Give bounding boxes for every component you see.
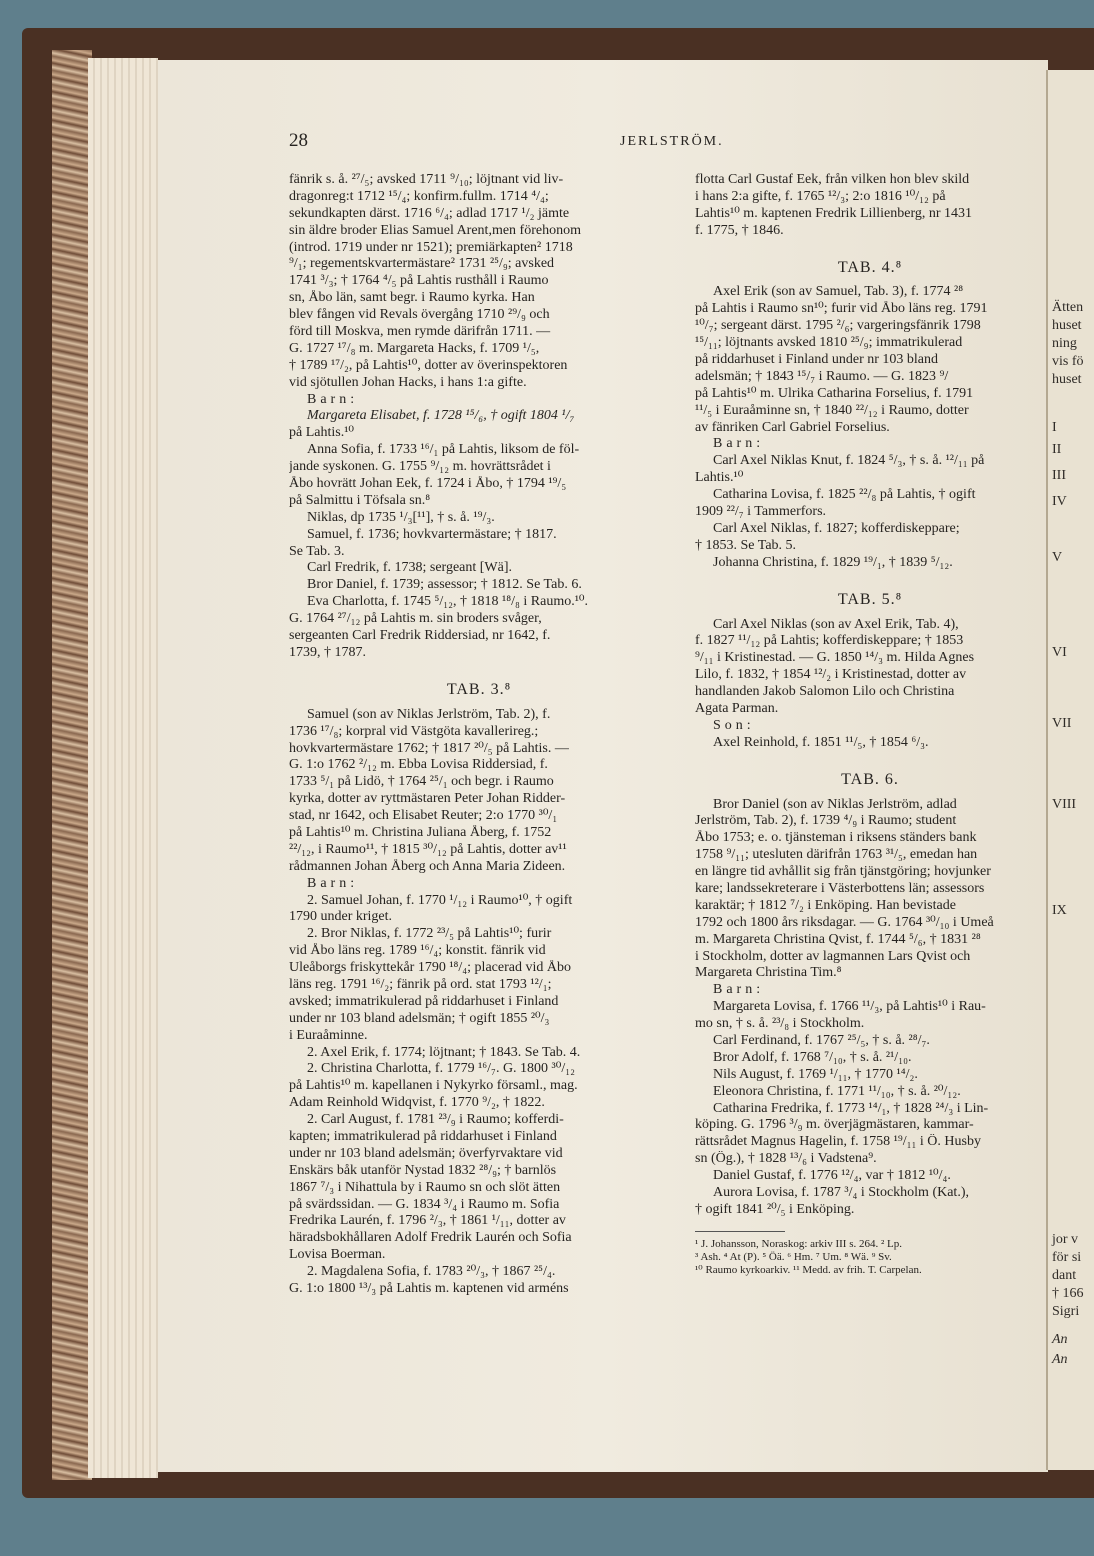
- text-line: handlanden Jakob Salomon Lilo och Christina: [695, 684, 955, 700]
- facing-text: Sigri: [1052, 1304, 1080, 1319]
- text-line: dragonreg:t 1712 ¹⁵/₄; konfirm.fullm. 1714 ⁴/₄;: [289, 188, 549, 204]
- text-line: G. 1:o 1762 ²/₁₂ m. Ebba Lovisa Riddersiad, f.: [289, 757, 548, 773]
- text-line: förd till Moskva, men rymde därifrån 1711. —: [289, 324, 551, 340]
- text-line: sekundkapten därst. 1716 ⁶/₄; adlad 1717 ¹/₂ jämte: [289, 205, 570, 221]
- text-line: Lahtis.¹⁰: [695, 470, 744, 486]
- text-line: Enskärs båk utanför Nystad 1832 ²⁸/₉; † barnlös: [289, 1162, 557, 1178]
- text-line: vid Åbo läns reg. 1789 ¹⁶/₄; konstit. fänrik vid: [289, 943, 546, 959]
- text-line: 2. Axel Erik, f. 1774; löjtnant; † 1843. Se Tab. 4.: [307, 1044, 581, 1060]
- facing-text: III: [1052, 468, 1066, 483]
- text-line: f. 1775, † 1846.: [695, 222, 784, 238]
- text-line: på Lahtis i Raumo sn¹⁰; furir vid Åbo läns reg. 1791: [695, 301, 988, 317]
- facing-text: huset: [1052, 372, 1082, 387]
- text-line: Carl Ferdinand, f. 1767 ²⁵/₅, † s. å. ²⁸/₇.: [713, 1033, 930, 1049]
- text-line: 2. Christina Charlotta, f. 1779 ¹⁶/₇. G. 1800 ³⁰/₁₂: [307, 1061, 576, 1077]
- facing-text: VI: [1052, 645, 1067, 660]
- text-line: jande syskonen. G. 1755 ⁹/₁₂ m. hovrättsrådet i: [289, 459, 551, 475]
- text-line: 1736 ¹⁷/₈; korpral vid Västgöta kavallerireg.;: [289, 723, 539, 739]
- text-line: ¹⁰/₇; sergeant därst. 1795 ²/₆; vargeringsfänrik 1798: [695, 318, 981, 334]
- facing-text: An: [1052, 1332, 1068, 1347]
- book-spine: [52, 50, 92, 1480]
- facing-text: för si: [1052, 1250, 1082, 1265]
- text-line: Lahtis¹⁰ m. kaptenen Fredrik Lillienberg, nr 1431: [695, 205, 973, 221]
- facing-text: ning: [1052, 336, 1077, 351]
- section-heading: TAB. 5.⁸: [837, 590, 903, 608]
- son-heading: Son:: [713, 717, 755, 733]
- text-line: Catharina Fredrika, f. 1773 ¹⁴/₁, † 1828 ²⁴/₃ i Lin-: [713, 1100, 989, 1116]
- text-line: sn, Åbo län, samt begr. i Raumo kyrka. Han: [289, 290, 535, 306]
- text-line: stad, nr 1642, och Elisabet Reuter; 2:o 1770 ³⁰/₁: [289, 808, 558, 824]
- facing-text: VIII: [1052, 797, 1077, 812]
- barn-heading: Barn:: [307, 391, 359, 407]
- text-line: Catharina Lovisa, f. 1825 ²²/₈ på Lahtis, † ogift: [713, 487, 976, 503]
- text-line: Anna Sofia, f. 1733 ¹⁶/₁ på Lahtis, liksom de föl-: [307, 442, 580, 458]
- facing-text: VII: [1052, 716, 1072, 731]
- text-line: rättsrådet Magnus Hagelin, f. 1758 ¹⁹/₁₁ i Ö. Husby: [695, 1134, 981, 1150]
- text-line: 1792 och 1800 års riksdagar. — G. 1764 ³⁰/₁₀ i Umeå: [695, 914, 994, 930]
- text-line: ⁹/₁; regementskvartermästare² 1731 ²⁵/₉; avsked: [289, 256, 555, 272]
- barn-heading: Barn:: [713, 436, 765, 452]
- text-line: Lovisa Boerman.: [289, 1247, 386, 1263]
- text-line: ⁹/₁₁ i Kristinestad. — G. 1850 ¹⁴/₃ m. Hilda Agnes: [695, 650, 975, 666]
- facing-page: [1046, 70, 1094, 1470]
- right-column: [695, 172, 1045, 1277]
- text-line: 1790 under kriget.: [289, 909, 393, 925]
- text-line: kare; landssekreterare i Västerbottens län; assessors: [695, 881, 985, 896]
- text-line: G. 1764 ²⁷/₁₂ på Lahtis m. sin broders svåger,: [289, 611, 542, 627]
- page-edges: [88, 58, 158, 1478]
- text-line: på Lahtis¹⁰ m. Christina Juliana Åberg, f. 1752: [289, 824, 552, 840]
- text-line: Bror Adolf, f. 1768 ⁷/₁₀, † s. å. ²¹/₁₀.: [713, 1049, 912, 1065]
- text-line: ¹⁵/₁₁; löjtnants avsked 1810 ²⁵/₉; immatrikulerad: [695, 335, 963, 351]
- footnote-line: ¹ J. Johansson, Noraskog: arkiv III s. 264. ² Lp.: [695, 1237, 903, 1250]
- text-line: Samuel (son av Niklas Jerlström, Tab. 2), f.: [307, 706, 551, 722]
- text-line: ²²/₁₂, i Raumo¹¹, † 1815 ³⁰/₁₂ på Lahtis, dotter av¹¹: [289, 841, 567, 857]
- facing-text: I: [1052, 420, 1057, 435]
- text-line: 1739, † 1787.: [289, 644, 366, 660]
- text-line: Niklas, dp 1735 ¹/₃[¹¹], † s. å. ¹⁹/₃.: [307, 509, 495, 525]
- text-line: 2. Bror Niklas, f. 1772 ²³/₅ på Lahtis¹⁰; furir: [307, 926, 552, 942]
- barn-heading: Barn:: [713, 982, 765, 998]
- text-line: Margareta Lovisa, f. 1766 ¹¹/₃, på Lahtis¹⁰ i Rau-: [713, 999, 986, 1015]
- text-line: fänrik s. å. ²⁷/₅; avsked 1711 ⁹/₁₀; löjtnant vid liv-: [289, 172, 564, 187]
- footnote-line: ³ Ash. ⁴ At (P). ⁵ Öä. ⁶ Hm. ⁷ Um. ⁸ Wä. ⁹ Sv.: [695, 1250, 892, 1263]
- text-line: Åbo 1753; e. o. tjänsteman i riksens ständers bank: [695, 830, 977, 846]
- facing-text: V: [1052, 550, 1063, 565]
- text-line: G. 1727 ¹⁷/₈ m. Margareta Hacks, f. 1709 ¹/₅,: [289, 340, 540, 356]
- text-line: kyrka, dotter av ryttmästaren Peter Johan Ridder-: [289, 791, 566, 807]
- text-line: blev fången vid Revals övergång 1710 ²⁹/₉ och: [289, 307, 550, 323]
- text-line: G. 1:o 1800 ¹³/₃ på Lahtis m. kaptenen vid arméns: [289, 1281, 569, 1297]
- facing-text: II: [1052, 442, 1062, 457]
- text-line: sin äldre broder Elias Samuel Arent,men förehonom: [289, 222, 581, 238]
- page-number: 28: [289, 130, 308, 151]
- text-line: f. 1827 ¹¹/₁₂ på Lahtis; kofferdiskeppare; † 1853: [695, 633, 964, 649]
- text-line: på Salmittu i Töfsala sn.⁸: [289, 492, 431, 508]
- text-line: rådmannen Johan Åberg och Anna Maria Zideen.: [289, 858, 566, 874]
- text-line: Eleonora Christina, f. 1771 ¹¹/₁₀, † s. å. ²⁰/₁₂.: [713, 1083, 961, 1099]
- text-line: Se Tab. 3.: [289, 543, 345, 559]
- text-line: avsked; immatrikulerad på riddarhuset i Finland: [289, 993, 559, 1009]
- facing-text: IX: [1052, 903, 1067, 918]
- facing-text: jor v: [1052, 1232, 1079, 1247]
- facing-text: Ätten: [1052, 300, 1084, 315]
- text-line: vid sjötullen Johan Hacks, i hans 1:a gifte.: [289, 374, 527, 390]
- text-line: häradsbokhållaren Adolf Fredrik Laurén och Sofia: [289, 1230, 572, 1246]
- text-line: Axel Erik (son av Samuel, Tab. 3), f. 1774 ²⁸: [713, 284, 964, 300]
- text-line: Carl Axel Niklas Knut, f. 1824 ⁵/₃, † s. å. ¹²/₁₁ på: [713, 453, 985, 469]
- text-line: † 1789 ¹⁷/₂, på Lahtis¹⁰, dotter av överinspektoren: [289, 357, 568, 373]
- text-line: under nr 103 bland adelsmän; † ogift 1855 ²⁰/₃: [289, 1010, 550, 1026]
- footnote-line: ¹⁰ Raumo kyrkoarkiv. ¹¹ Medd. av frih. T. Carpelan.: [695, 1263, 922, 1276]
- facing-text: † 166: [1052, 1286, 1084, 1301]
- text-line: Jerlström, Tab. 2), f. 1739 ⁴/₉ i Raumo; student: [695, 813, 957, 829]
- text-line: Axel Reinhold, f. 1851 ¹¹/₅, † 1854 ⁶/₃.: [713, 734, 929, 750]
- text-line: Daniel Gustaf, f. 1776 ¹²/₄, var † 1812 ¹⁰/₄.: [713, 1168, 951, 1184]
- text-line: Lilo, f. 1832, † 1854 ¹²/₂ i Kristinestad, dotter av: [695, 667, 967, 683]
- facing-text: huset: [1052, 318, 1082, 333]
- text-line: Bror Daniel, f. 1739; assessor; † 1812. Se Tab. 6.: [307, 577, 582, 593]
- section-heading: TAB. 4.⁸: [837, 258, 903, 276]
- text-line: läns reg. 1791 ¹⁶/₂; fänrik på ord. stat 1793 ¹²/₁;: [289, 976, 552, 992]
- text-line: Åbo hovrätt Johan Eek, f. 1724 i Åbo, † 1794 ¹⁹/₅: [289, 476, 567, 492]
- text-line: under nr 103 bland adelsmän; överfyrvaktare vid: [289, 1145, 563, 1161]
- text-line: ¹¹/₅ i Euraåminne sn, † 1840 ²²/₁₂ i Raumo, dotter: [695, 402, 969, 418]
- text-line: Bror Daniel (son av Niklas Jerlström, adlad: [713, 796, 957, 812]
- text-line: av fänriken Carl Gabriel Forselius.: [695, 419, 890, 435]
- text-line: på Lahtis.¹⁰: [289, 425, 355, 441]
- text-line: † 1853. Se Tab. 5.: [695, 537, 797, 553]
- text-line: Margareta Elisabet, f. 1728 ¹⁵/₆, † ogift 1804 ¹/₇: [307, 408, 575, 424]
- text-line: en längre tid avhållit sig från tjänstgöring; hovjunker: [695, 864, 991, 880]
- text-line: Samuel, f. 1736; hovkvartermästare; † 1817.: [307, 526, 557, 542]
- text-line: på riddarhuset i Finland under nr 103 bland: [695, 352, 939, 368]
- text-line: mo sn, † s. å. ²³/₈ i Stockholm.: [695, 1016, 865, 1032]
- text-line: 2. Samuel Johan, f. 1770 ¹/₁₂ i Raumo¹⁰, † ogift: [307, 892, 573, 908]
- text-line: kapten; immatrikulerad på riddarhuset i Finland: [289, 1129, 557, 1144]
- text-line: på Lahtis¹⁰ m. kapellanen i Nykyrko församl., mag.: [289, 1078, 578, 1094]
- text-line: Adam Reinhold Widqvist, f. 1770 ⁹/₂, † 1822.: [289, 1095, 545, 1111]
- facing-text: An: [1052, 1352, 1068, 1367]
- text-line: Nils August, f. 1769 ¹/₁₁, † 1770 ¹⁴/₂.: [713, 1066, 918, 1082]
- text-line: Aurora Lovisa, f. 1787 ³/₄ i Stockholm (Kat.),: [713, 1185, 969, 1201]
- section-heading: TAB. 6.: [841, 770, 899, 788]
- text-line: 2. Carl August, f. 1781 ²³/₉ i Raumo; kofferdi-: [307, 1112, 564, 1128]
- text-line: i Stockholm, dotter av lagmannen Lars Qvist och: [695, 948, 971, 964]
- section-heading: TAB. 3.⁸: [446, 680, 512, 698]
- text-line: † ogift 1841 ²⁰/₅ i Enköping.: [695, 1201, 855, 1217]
- barn-heading: Barn:: [307, 875, 359, 891]
- text-line: sergeanten Carl Fredrik Riddersiad, nr 1642, f.: [289, 628, 551, 644]
- text-line: 1867 ⁷/₃ i Nihattula by i Raumo sn och slöt ätten: [289, 1179, 561, 1195]
- text-line: 1909 ²²/₇ i Tammerfors.: [695, 504, 827, 520]
- text-line: Carl Fredrik, f. 1738; sergeant [Wä].: [307, 560, 513, 576]
- text-line: flotta Carl Gustaf Eek, från vilken hon blev skild: [695, 172, 970, 187]
- text-line: i Euraåminne.: [289, 1027, 368, 1043]
- facing-text: IV: [1052, 494, 1067, 509]
- text-line: karaktär; † 1812 ⁷/₂ i Enköping. Han bevistade: [695, 897, 956, 913]
- text-line: hovkvartermästare 1762; † 1817 ²⁰/₅ på Lahtis. —: [289, 740, 569, 756]
- text-line: på Lahtis¹⁰ m. Ulrika Catharina Forselius, f. 1791: [695, 385, 974, 401]
- text-line: (introd. 1719 under nr 1521); premiärkapten² 1718: [289, 239, 573, 255]
- text-line: 1741 ³/₃; † 1764 ⁴/₅ på Lahtis rusthåll i Raumo: [289, 273, 549, 289]
- running-head: JERLSTRÖM.: [620, 134, 724, 149]
- text-line: Carl Axel Niklas, f. 1827; kofferdiskeppare;: [713, 520, 960, 536]
- text-line: Eva Charlotta, f. 1745 ⁵/₁₂, † 1818 ¹⁸/₈ i Raumo.¹⁰.: [307, 594, 589, 610]
- text-line: på svärdssidan. — G. 1834 ³/₄ i Raumo m. Sofia: [289, 1196, 560, 1212]
- text-line: Fredrika Laurén, f. 1796 ²/₃, † 1861 ¹/₁₁, dotter av: [289, 1213, 566, 1229]
- text-line: 1733 ⁵/₁ på Lidö, † 1764 ²⁵/₁ och begr. i Raumo: [289, 774, 554, 790]
- facing-text: dant: [1052, 1268, 1077, 1283]
- text-line: köping. G. 1796 ³/₉ m. överjägmästaren, kammar-: [695, 1117, 974, 1133]
- text-line: 2. Magdalena Sofia, f. 1783 ²⁰/₃, † 1867 ²⁵/₄.: [307, 1264, 556, 1280]
- text-line: Agata Parman.: [695, 700, 779, 716]
- text-line: Carl Axel Niklas (son av Axel Erik, Tab. 4),: [713, 616, 959, 632]
- text-line: Johanna Christina, f. 1829 ¹⁹/₁, † 1839 ⁵/₁₂.: [713, 554, 953, 570]
- text-line: Margareta Christina Tim.⁸: [695, 965, 842, 981]
- footnote-rule: [695, 1231, 785, 1232]
- text-line: Uleåborgs friskyttekår 1790 ¹⁸/₄; placerad vid Åbo: [289, 960, 571, 976]
- text-line: m. Margareta Christina Qvist, f. 1744 ⁵/₆, † 1831 ²⁸: [695, 931, 981, 947]
- text-line: sn (Ög.), † 1828 ¹³/₆ i Vadstena⁹.: [695, 1151, 877, 1167]
- left-column: [289, 172, 669, 1298]
- text-line: adelsmän; † 1843 ¹⁵/₇ i Raumo. — G. 1823 ⁹/: [695, 368, 949, 384]
- text-line: 1758 ⁹/₁₁; utesluten därifrån 1763 ³¹/₅, emedan han: [695, 847, 978, 863]
- facing-text: vis fö: [1052, 354, 1084, 369]
- text-line: i hans 2:a gifte, f. 1765 ¹²/₃; 2:o 1816 ¹⁰/₁₂ på: [695, 188, 946, 204]
